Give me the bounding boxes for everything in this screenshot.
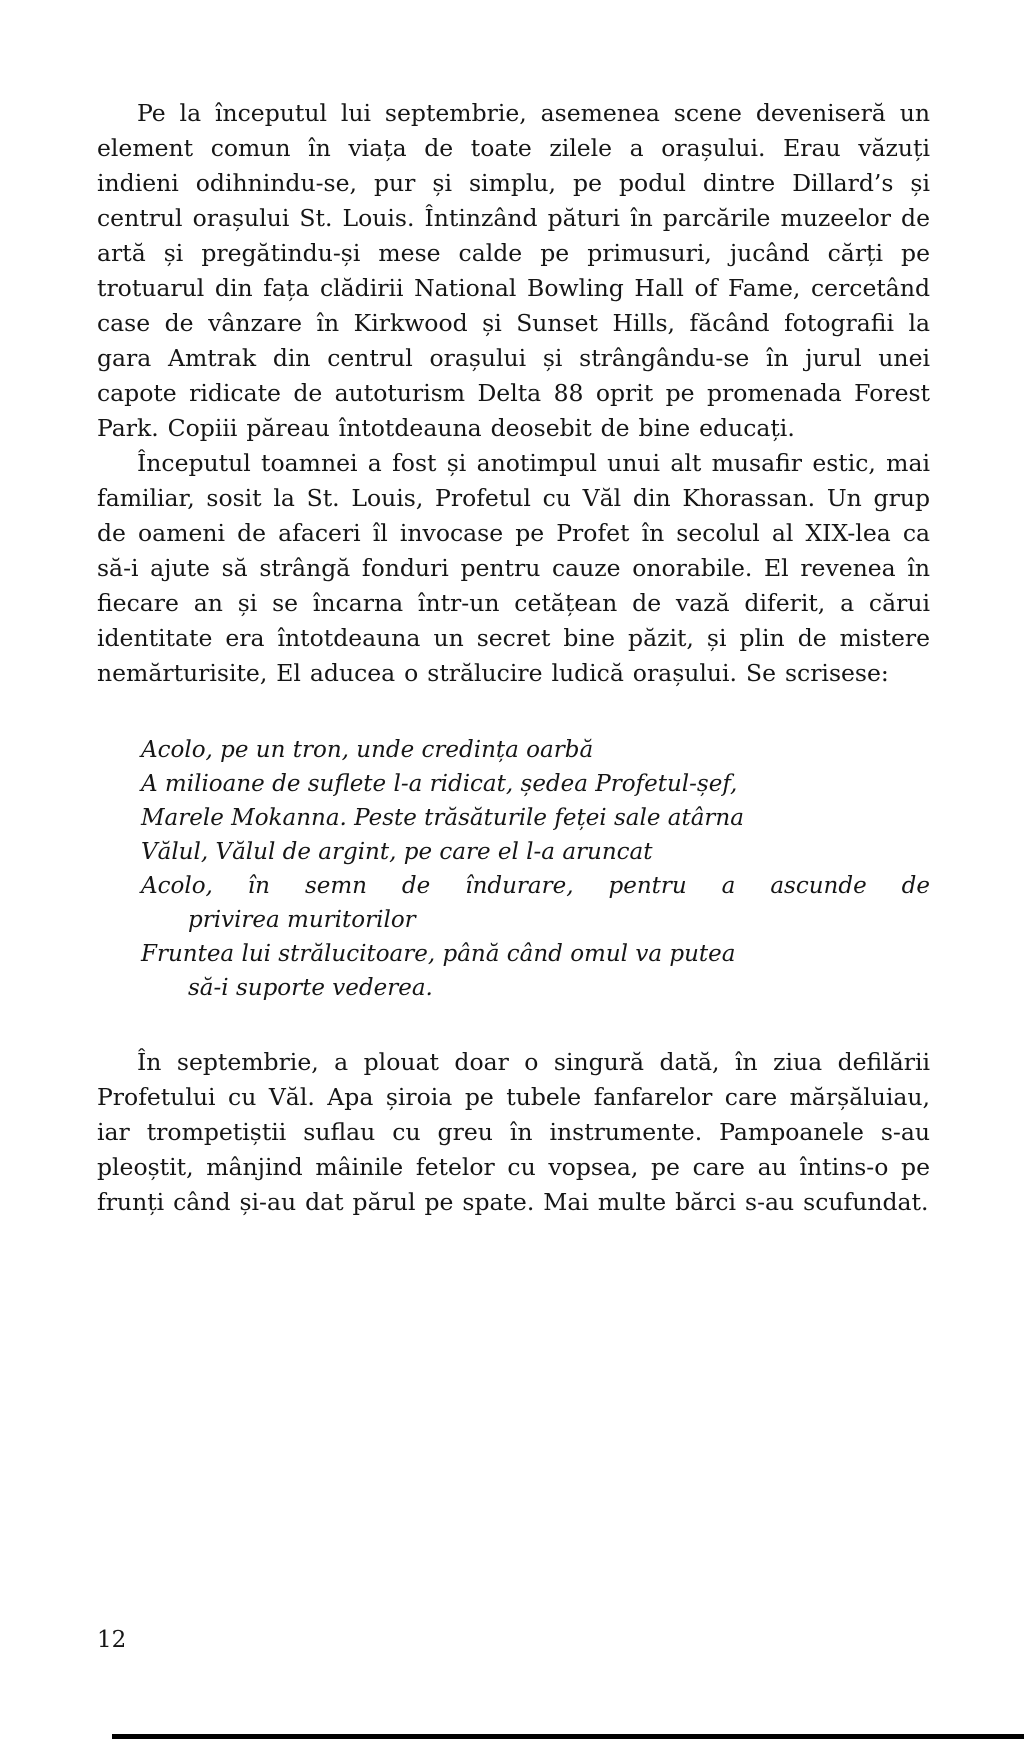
verse-line: Acolo, pe un tron, unde credința oarbă: [141, 737, 594, 763]
verse-line: Vălul, Vălul de argint, pe care el l-a aruncat: [141, 839, 653, 865]
verse-line-continuation: să-i suporte vederea.: [188, 975, 433, 1001]
page-bottom-scan-edge: [112, 1734, 1024, 1739]
verse-quote: [141, 733, 930, 1005]
body-paragraph: În septembrie, a plouat doar o singură dată, în ziua defilării Profetului cu Văl. Apa șiroia pe tubele fanfarelor care mărșăluiau, iar trompetiștii suflau cu greu în instrumente. Pampoanele s-au pleoștit, mânjind mâinile fetelor cu vopsea, pe care au întins-o pe frunți când și-au dat părul pe spate. Mai multe bărci s-au scufundat.: [97, 1048, 930, 1216]
body-paragraph: Pe la începutul lui septembrie, asemenea scene deveniseră un element comun în viața de toate zilele a orașului. Erau văzuți indieni odihnindu-se, pur și simplu, pe podul dintre Dillard’s și centrul orașului St. Louis. Întinzând pături în parcările muzeelor de artă și pregătindu-și mese calde pe primusuri, jucând cărți pe trotuarul din fața clădirii National Bowling Hall of Fame, cercetând case de vânzare în Kirkwood și Sunset Hills, făcând fotografii la gara Amtrak din centrul orașului și strângându-se în jurul unei capote ridicate de autoturism Delta 88 oprit pe promenada Forest Park. Copiii păreau întotdeauna deosebit de bine educați.: [97, 99, 930, 442]
body-paragraph: Începutul toamnei a fost și anotimpul unui alt musafir estic, mai familiar, sosit la St. Louis, Profetul cu Văl din Khorassan. Un grup de oameni de afaceri îl invocase pe Profet în secolul al XIX-lea ca să-i ajute să strângă fonduri pentru cauze onorabile. El revenea în fiecare an și se încarna într-un cetățean de vază diferit, a cărui identitate era întotdeauna un secret bine păzit, și plin de mistere nemărturisite, El aducea o strălucire ludică orașului. Se scrisese:: [97, 449, 930, 687]
text-block: [97, 96, 930, 1220]
verse-line-continuation: privirea muritorilor: [188, 907, 416, 933]
verse-line: Acolo, în semn de îndurare, pentru a ascunde de: [141, 873, 930, 899]
page-number: 12: [97, 1627, 127, 1653]
verse-line: Marele Mokanna. Peste trăsăturile feței sale atârna: [141, 805, 744, 831]
verse-line: A milioane de suflete l-a ridicat, ședea Profetul-șef,: [141, 771, 738, 797]
verse-line: Fruntea lui strălucitoare, până când omul va putea: [141, 941, 736, 967]
